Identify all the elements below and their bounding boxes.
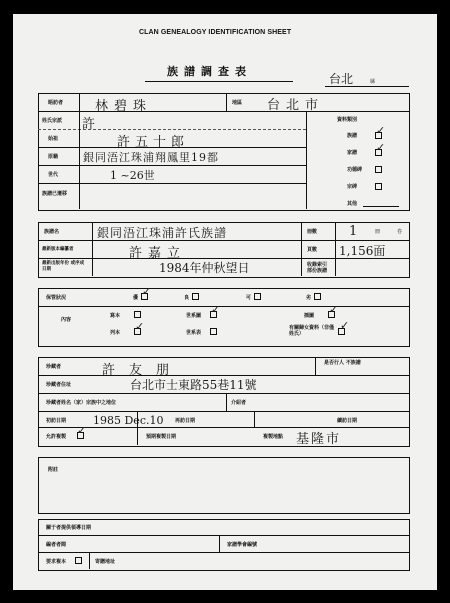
content-3-check-icon: ✓	[135, 320, 145, 333]
compiler-label: 編者者閱	[46, 542, 67, 548]
reinterview-label: 續訪日期	[337, 418, 358, 424]
sponsor-label: 家譜學會編號	[227, 542, 258, 548]
revisit-label: 再訪日期	[175, 418, 196, 424]
date-label: 最新出版年份 或序成日期	[42, 261, 85, 272]
moved-label: 族譜已遷移	[42, 191, 68, 197]
office-label: 關于者提供領導日期	[46, 525, 92, 531]
copy-place-value: 基隆市	[296, 432, 342, 447]
preservation-1-checkbox[interactable]	[192, 293, 199, 300]
section-notes	[38, 457, 410, 514]
material-2-label: 功德碑	[347, 167, 363, 173]
material-0-check-icon: ✓	[376, 124, 386, 137]
copy-check-icon: ✓	[77, 424, 87, 437]
material-1-label: 家譜	[347, 150, 358, 156]
relation-label: 是否行人 不族譜	[324, 360, 361, 366]
date-value: 1984年仲秋望日	[159, 261, 250, 275]
origin-value: 銀同浯江珠浦翔鳳里19都	[83, 151, 219, 164]
sheet-title: CLAN GENEALOGY IDENTIFICATION SHEET	[139, 29, 292, 36]
preservation-2-label: 可	[246, 295, 252, 301]
editor-value: 許嘉立	[129, 246, 187, 261]
visitor-value: 林碧珠	[95, 99, 153, 114]
content-1-label: 世系圖	[186, 313, 202, 319]
notes-label: 附註	[48, 467, 59, 473]
location-handwritten: 台北	[329, 72, 354, 86]
content-3-label: 列本	[110, 330, 121, 336]
material-category-label: 資料類別	[337, 117, 358, 123]
generation-value: 1 ~26世	[110, 169, 155, 182]
visitor-label: 晤訪者	[48, 100, 64, 106]
copy-label: 允許複製	[46, 434, 67, 440]
location-underline	[325, 86, 409, 87]
region-label: 地區	[232, 100, 243, 106]
section-preservation	[38, 288, 410, 347]
content-4-label: 世系表	[186, 330, 202, 336]
catalog-label: 收錄索引	[307, 262, 328, 268]
holder-address-label: 珍藏者住址	[46, 382, 72, 388]
holder-value: 許友朋	[102, 363, 184, 378]
material-0-label: 族譜	[347, 133, 358, 139]
preservation-0-check-icon: ✓	[142, 285, 152, 298]
content-1-check-icon: ✓	[211, 303, 221, 316]
material-3-checkbox[interactable]	[375, 183, 382, 190]
volumes-value: 1	[349, 224, 358, 239]
location-suffix: 縣	[370, 79, 376, 85]
material-1-check-icon: ✓	[376, 141, 386, 154]
holder-label: 珍藏者	[46, 364, 62, 370]
region-value: 台北市	[267, 98, 325, 113]
preservation-0-label: 優	[133, 295, 139, 301]
ancestor-value: 許五十郎	[117, 135, 190, 150]
content-0-checkbox[interactable]	[134, 311, 141, 318]
material-other-line	[363, 206, 399, 207]
preservation-1-label: 良	[184, 295, 190, 301]
editor-label: 最新版本編纂者	[42, 247, 74, 252]
volumes-label: 冊數	[307, 229, 318, 235]
holder-address-value: 台北市士東路55巷11號	[130, 378, 257, 392]
section-office	[38, 519, 410, 571]
form-title: 族譜調查表	[167, 65, 252, 78]
content-5-check-icon: ✓	[340, 319, 350, 332]
mail-label: 寄贈地址	[95, 559, 116, 565]
pages-label: 頁數	[307, 247, 318, 253]
material-3-label: 宗碑	[347, 184, 358, 190]
content-2-label: 插圖	[304, 313, 315, 319]
holder-family-label: 珍藏者姓名（家）宗族中之地位	[46, 400, 117, 406]
origin-label: 原籍	[48, 154, 59, 160]
introducer-label: 介紹者	[231, 400, 247, 406]
material-other-label: 其他	[347, 201, 358, 207]
content-2-check-icon: ✓	[329, 303, 339, 316]
founder-label: 姓氏宗派	[42, 118, 63, 124]
preservation-2-checkbox[interactable]	[254, 293, 261, 300]
expected-date-label: 預期複製日期	[146, 434, 177, 440]
content-4-checkbox[interactable]	[210, 328, 217, 335]
genealogy-sheet	[13, 14, 437, 590]
preservation-3-checkbox[interactable]	[314, 293, 321, 300]
content-5-label: 有關歸女資料（非僅姓氏）	[289, 325, 335, 337]
founder-value: 許	[82, 117, 96, 132]
volumes-unit-1: 冊	[375, 229, 381, 235]
title-underline	[145, 81, 293, 82]
pages-value: 1,156面	[339, 244, 386, 258]
generation-label: 世代	[48, 172, 59, 178]
first-visit-value: 1985 Dec.10	[93, 414, 164, 427]
receipt-label: 要求複本	[46, 559, 67, 565]
copy-place-label: 複製地點	[263, 434, 284, 440]
preservation-label: 保管狀況	[46, 295, 67, 301]
genealogy-name-label: 族譜名	[44, 229, 60, 235]
receipt-checkbox[interactable]	[75, 557, 82, 564]
material-2-checkbox[interactable]	[375, 166, 382, 173]
ancestor-label: 始祖	[48, 136, 59, 142]
catalog-label-2: 部份族譜	[307, 268, 328, 274]
first-visit-label: 初訪日期	[46, 418, 67, 424]
preservation-3-label: 劣	[306, 295, 312, 301]
content-label: 內容	[61, 317, 72, 323]
volumes-unit-2: 卷	[397, 229, 403, 235]
content-0-label: 寫本	[110, 313, 121, 319]
genealogy-name-value: 銀同浯江珠浦許氏族譜	[97, 226, 228, 240]
